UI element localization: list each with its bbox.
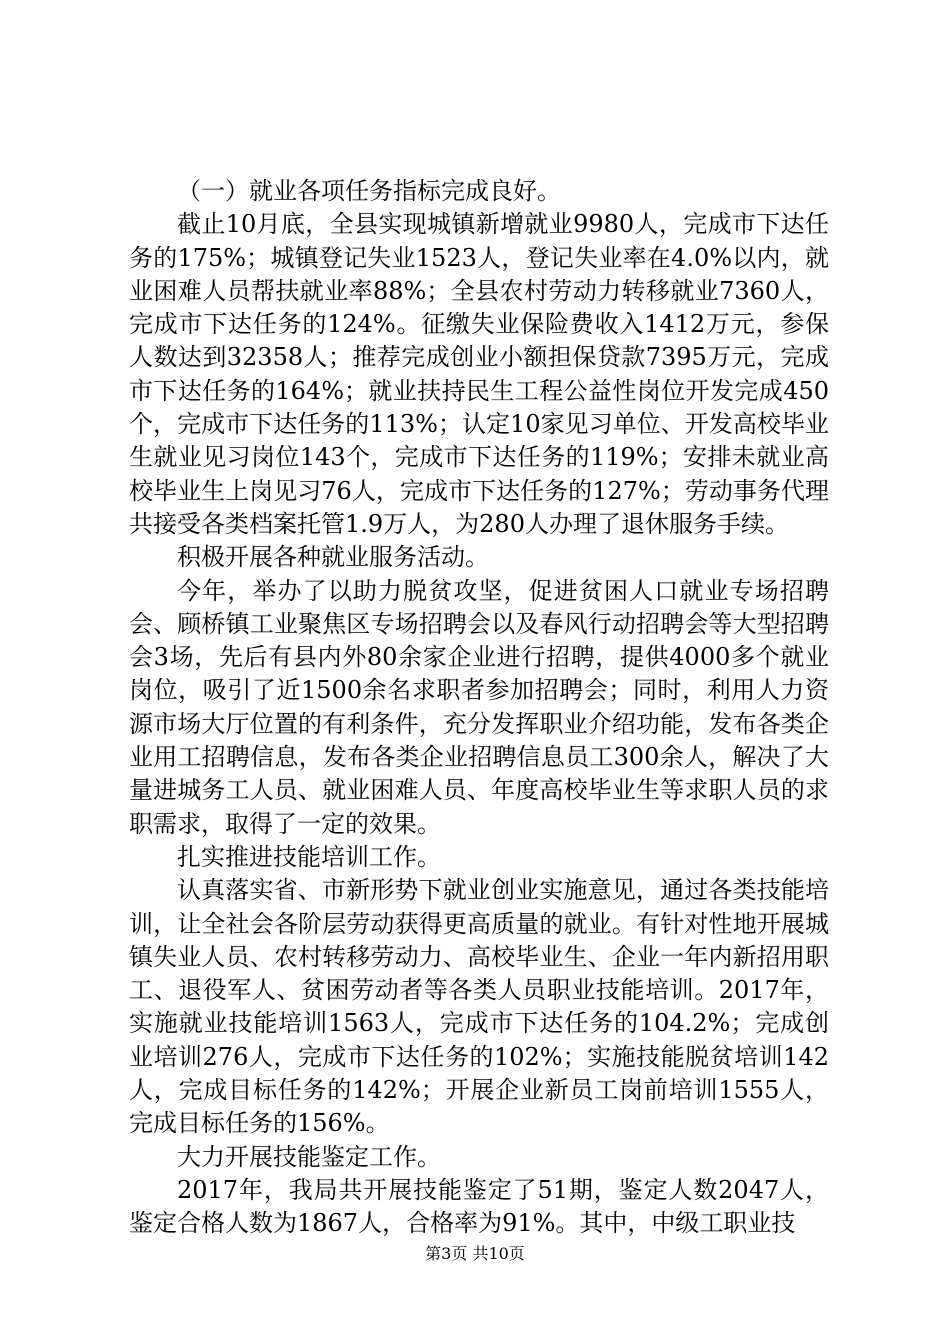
paragraph-job-fairs: 今年，举办了以助力脱贫攻坚，促进贫困人口就业专场招聘会、顾桥镇工业聚焦区专场招聘会以及春风行动招聘会等大型招聘会3场，先后有县内外80余家企业进行招聘，提供4000多个就业岗位，吸引了近1500余名求职者参加招聘会；同时，利用人力资源市场大厅位置的有利条件，充分发挥职业介绍功能，发布各类企业用工招聘信息，发布各类企业招聘信息员工300余人，解决了大量进城务工人员、就业困难人员、年度高校毕业生等求职人员的求职需求，取得了一定的效果。 xyxy=(129,576,829,838)
paragraph-employment-statistics: 截止10月底，全县实现城镇新增就业9980人，完成市下达任务的175%；城镇登记失业1523人，登记失业率在4.0%以内，就业困难人员帮扶就业率88%；全县农村劳动力转移就业7360人，完成市下达任务的124%。征缴失业保险费收入1412万元，参保人数达到32358人；推荐完成创业小额担保贷款7395万元，完成市下达任务的164%；就业扶持民生工程公益性岗位开发完成450个，完成市下达任务的113%；认定10家见习单位、开发高校毕业生就业见习岗位143个，完成市下达任务的119%；安排未就业高校毕业生上岗见习76人，完成市下达任务的127%；劳动事务代理共接受各类档案托管1.9万人，为280人办理了退休服务手续。 xyxy=(129,210,829,538)
section-heading-employment-services: 积极开展各种就业服务活动。 xyxy=(177,543,489,572)
page-number-footer: 第3页 共10页 xyxy=(425,1244,525,1263)
document-body xyxy=(129,175,829,1241)
section-heading-employment-targets: （一）就业各项任务指标完成良好。 xyxy=(177,177,561,205)
section-heading-skills-training: 扎实推进技能培训工作。 xyxy=(177,842,441,871)
paragraph-skills-training: 认真落实省、市新形势下就业创业实施意见，通过各类技能培训，让全社会各阶层劳动获得更高质量的就业。有针对性地开展城镇失业人员、农村转移劳动力、高校毕业生、企业一年内新招用职工、退役军人、贫困劳动者等各类人员职业技能培训。2017年，实施就业技能培训1563人，完成市下达任务的104.2%；完成创业培训276人，完成市下达任务的102%；实施技能脱贫培训142人，完成目标任务的142%；开展企业新员工岗前培训1555人，完成目标任务的156%。 xyxy=(129,876,829,1138)
section-heading-skills-appraisal: 大力开展技能鉴定工作。 xyxy=(177,1142,441,1171)
paragraph-skills-appraisal: 2017年，我局共开展技能鉴定了51期，鉴定人数2047人，鉴定合格人数为1867人，合格率为91%。其中，中级工职业技 xyxy=(129,1175,829,1238)
